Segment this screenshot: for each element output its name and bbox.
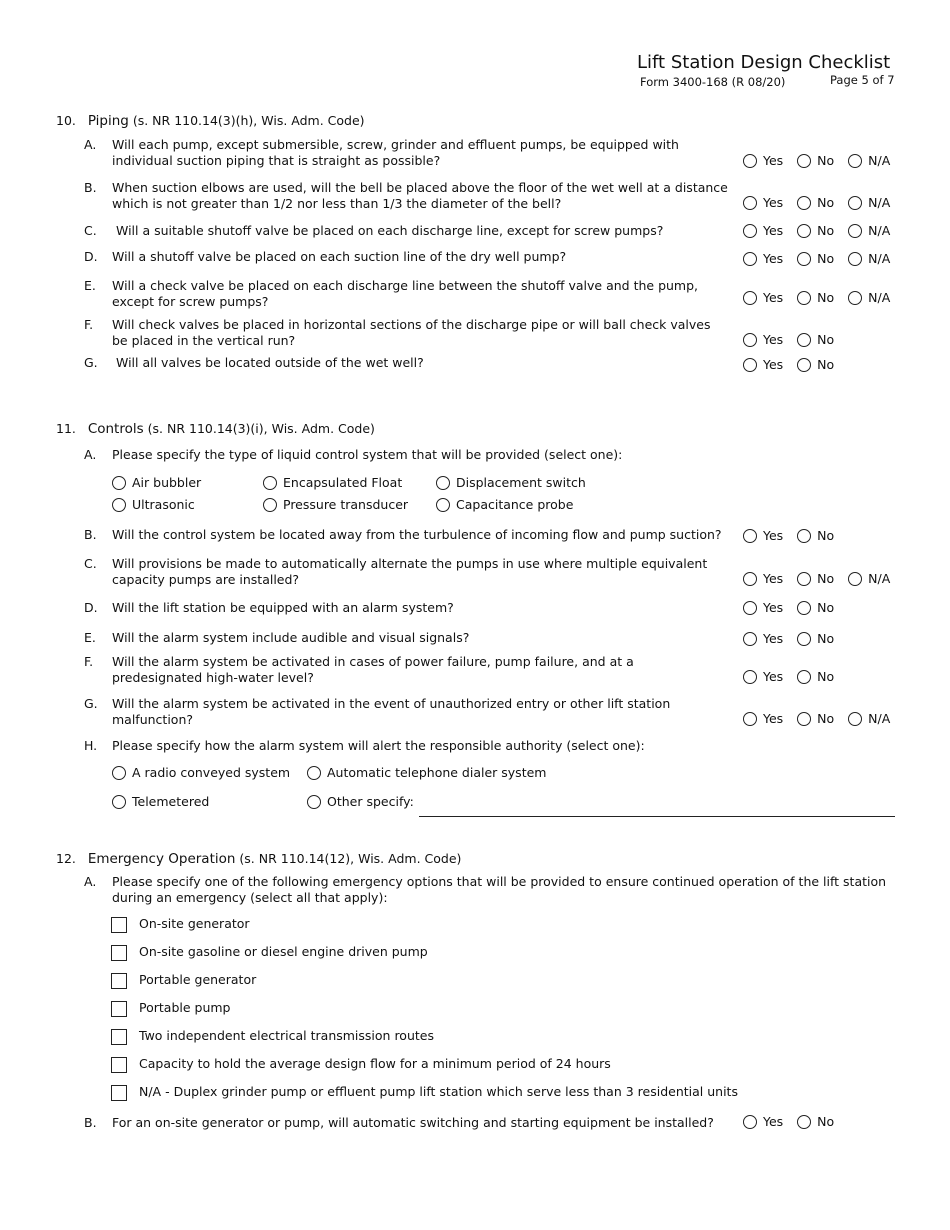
na-radio[interactable]: N/A (848, 290, 890, 305)
section-title: Controls (87, 421, 144, 437)
radio-icon (797, 572, 811, 586)
question-letter: A. (84, 137, 97, 152)
yes-no-na-group (743, 290, 890, 305)
question-text: Will a shutoff valve be placed on each suction line of the dry well pump? (112, 249, 567, 264)
radio-icon (743, 291, 757, 305)
yes-no-group (743, 669, 834, 684)
other-specify-field[interactable] (419, 816, 895, 817)
yes-radio[interactable]: Yes (743, 669, 783, 684)
emergency-option-label: N/A - Duplex grinder pump or effluent pump lift station which serve less than 3 residential units (139, 1084, 738, 1099)
na-radio[interactable]: N/A (848, 223, 890, 238)
radio-icon (743, 196, 757, 210)
question-letter: E. (84, 630, 96, 645)
yes-radio[interactable]: Yes (743, 1114, 783, 1129)
emergency-option-checkbox[interactable] (111, 1029, 127, 1045)
question-letter: C. (84, 556, 97, 571)
question-text: Will the lift station be equipped with an alarm system? (112, 600, 454, 615)
radio-icon (797, 529, 811, 543)
radio-icon (743, 572, 757, 586)
section-10-heading (56, 113, 365, 129)
na-radio[interactable]: N/A (848, 711, 890, 726)
question-text: Will the control system be located away from the turbulence of incoming flow and pump suction? (112, 527, 722, 542)
yes-no-na-group (743, 153, 890, 168)
yes-radio[interactable]: Yes (743, 357, 783, 372)
radio-icon (797, 252, 811, 266)
radio-icon (797, 333, 811, 347)
emergency-option-label: Two independent electrical transmission routes (139, 1028, 434, 1043)
no-radio[interactable]: No (797, 195, 834, 210)
alarm-method-option[interactable]: Telemetered (112, 794, 209, 809)
na-radio[interactable]: N/A (848, 571, 890, 586)
radio-icon (436, 498, 450, 512)
no-radio[interactable]: No (797, 600, 834, 615)
radio-icon (263, 476, 277, 490)
alarm-method-option[interactable]: Other specify: (307, 794, 414, 809)
radio-icon (797, 154, 811, 168)
question-text: Please specify the type of liquid control system that will be provided (select one): (112, 447, 623, 462)
yes-radio[interactable]: Yes (743, 153, 783, 168)
no-radio[interactable]: No (797, 290, 834, 305)
yes-no-group (743, 631, 834, 646)
radio-icon (743, 252, 757, 266)
control-type-option[interactable]: Air bubbler (112, 475, 201, 490)
yes-no-group (743, 357, 834, 372)
na-radio[interactable]: N/A (848, 195, 890, 210)
question-letter: A. (84, 447, 97, 462)
emergency-option-label: Portable generator (139, 972, 257, 987)
emergency-option-checkbox[interactable] (111, 945, 127, 961)
radio-icon (848, 572, 862, 586)
question-text: Will each pump, except submersible, screw, grinder and effluent pumps, be equipped with individual suction piping that is straight as possible? (112, 137, 679, 168)
page-title: Lift Station Design Checklist (637, 52, 891, 73)
question-letter: B. (84, 527, 97, 542)
emergency-option-checkbox[interactable] (111, 1057, 127, 1073)
yes-radio[interactable]: Yes (743, 251, 783, 266)
radio-icon (797, 291, 811, 305)
radio-icon (743, 333, 757, 347)
question-text: When suction elbows are used, will the bell be placed above the floor of the wet well at a distance which is not greater than 1/2 nor less than 1/3 the diameter of the bell? (112, 180, 728, 211)
no-radio[interactable]: No (797, 153, 834, 168)
radio-icon (743, 224, 757, 238)
section-number: 10. (56, 113, 76, 128)
yes-no-na-group (743, 571, 890, 586)
question-letter: F. (84, 654, 94, 669)
question-text: Will all valves be located outside of the wet well? (116, 355, 424, 370)
question-letter: H. (84, 738, 98, 753)
yes-no-na-group (743, 195, 890, 210)
section-reference: (s. NR 110.14(3)(i), Wis. Adm. Code) (147, 421, 375, 436)
question-text: Please specify how the alarm system will alert the responsible authority (select one): (112, 738, 645, 753)
control-type-option[interactable]: Pressure transducer (263, 497, 408, 512)
section-number: 12. (56, 851, 76, 866)
yes-radio[interactable]: Yes (743, 195, 783, 210)
question-letter: D. (84, 600, 98, 615)
emergency-option-label: Capacity to hold the average design flow for a minimum period of 24 hours (139, 1056, 611, 1071)
radio-icon (112, 795, 126, 809)
radio-icon (848, 196, 862, 210)
question-text: Will the alarm system include audible and visual signals? (112, 630, 470, 645)
alarm-method-option[interactable]: Automatic telephone dialer system (307, 765, 546, 780)
yes-no-na-group (743, 251, 890, 266)
yes-radio[interactable]: Yes (743, 332, 783, 347)
yes-no-group (743, 1114, 834, 1129)
radio-icon (112, 766, 126, 780)
yes-no-group (743, 600, 834, 615)
emergency-option-checkbox[interactable] (111, 917, 127, 933)
radio-icon (743, 601, 757, 615)
radio-icon (797, 224, 811, 238)
question-letter: F. (84, 317, 94, 332)
radio-icon (743, 670, 757, 684)
radio-icon (848, 291, 862, 305)
question-text: Will a suitable shutoff valve be placed on each discharge line, except for screw pumps? (116, 223, 664, 238)
no-radio[interactable]: No (797, 332, 834, 347)
emergency-option-checkbox[interactable] (111, 973, 127, 989)
yes-radio[interactable]: Yes (743, 631, 783, 646)
yes-radio[interactable]: Yes (743, 600, 783, 615)
question-text: Will provisions be made to automatically alternate the pumps in use where multiple equivalent capacity pumps are installed? (112, 556, 708, 587)
alarm-method-option[interactable]: A radio conveyed system (112, 765, 290, 780)
radio-icon (307, 795, 321, 809)
section-12-heading (56, 851, 461, 867)
radio-icon (797, 358, 811, 372)
no-radio[interactable]: No (797, 251, 834, 266)
question-letter: D. (84, 249, 98, 264)
form-number: Form 3400-168 (R 08/20) (640, 75, 786, 89)
yes-no-group (743, 528, 834, 543)
na-radio[interactable]: N/A (848, 153, 890, 168)
question-letter: C. (84, 223, 97, 238)
emergency-option-checkbox[interactable] (111, 1085, 127, 1101)
yes-no-group (743, 332, 834, 347)
no-radio[interactable]: No (797, 1114, 834, 1129)
control-type-option[interactable]: Ultrasonic (112, 497, 195, 512)
radio-icon (797, 670, 811, 684)
yes-no-na-group (743, 711, 890, 726)
question-letter: G. (84, 696, 98, 711)
no-radio[interactable]: No (797, 357, 834, 372)
section-reference: (s. NR 110.14(12), Wis. Adm. Code) (239, 851, 462, 866)
control-type-option[interactable]: Displacement switch (436, 475, 586, 490)
question-letter: A. (84, 874, 97, 889)
section-number: 11. (56, 421, 76, 436)
question-letter: G. (84, 355, 98, 370)
radio-icon (743, 529, 757, 543)
radio-icon (112, 476, 126, 490)
emergency-option-checkbox[interactable] (111, 1001, 127, 1017)
yes-radio[interactable]: Yes (743, 528, 783, 543)
radio-icon (743, 712, 757, 726)
question-letter: B. (84, 180, 97, 195)
radio-icon (848, 224, 862, 238)
no-radio[interactable]: No (797, 528, 834, 543)
na-radio[interactable]: N/A (848, 251, 890, 266)
radio-icon (797, 632, 811, 646)
control-type-option[interactable]: Encapsulated Float (263, 475, 402, 490)
radio-icon (797, 601, 811, 615)
yes-radio[interactable]: Yes (743, 223, 783, 238)
section-title: Emergency Operation (87, 851, 236, 867)
question-text: Will the alarm system be activated in the event of unauthorized entry or other lift station malfunction? (112, 696, 671, 727)
yes-radio[interactable]: Yes (743, 290, 783, 305)
radio-icon (112, 498, 126, 512)
radio-icon (848, 154, 862, 168)
section-reference: (s. NR 110.14(3)(h), Wis. Adm. Code) (132, 113, 365, 128)
no-radio[interactable]: No (797, 631, 834, 646)
emergency-option-label: On-site gasoline or diesel engine driven pump (139, 944, 428, 959)
no-radio[interactable]: No (797, 711, 834, 726)
control-type-option[interactable]: Capacitance probe (436, 497, 573, 512)
question-text: Will a check valve be placed on each discharge line between the shutoff valve and the pump, except for screw pumps? (112, 278, 699, 309)
emergency-option-label: Portable pump (139, 1000, 231, 1015)
radio-icon (743, 358, 757, 372)
question-text: For an on-site generator or pump, will automatic switching and starting equipment be installed? (112, 1115, 714, 1130)
radio-icon (797, 1115, 811, 1129)
radio-icon (436, 476, 450, 490)
radio-icon (743, 154, 757, 168)
radio-icon (307, 766, 321, 780)
question-letter: B. (84, 1115, 97, 1130)
question-text: Will the alarm system be activated in cases of power failure, pump failure, and at a predesignated high-water level? (112, 654, 634, 685)
question-text: Will check valves be placed in horizontal sections of the discharge pipe or will ball check valves be placed in the vertical run? (112, 317, 711, 348)
emergency-option-label: On-site generator (139, 916, 250, 931)
page-number: Page 5 of 7 (830, 73, 895, 87)
question-letter: E. (84, 278, 96, 293)
radio-icon (848, 252, 862, 266)
question-text: Please specify one of the following emergency options that will be provided to ensure continued operation of the lift station during an emergency (select all that apply): (112, 874, 887, 905)
yes-no-na-group (743, 223, 890, 238)
radio-icon (263, 498, 277, 512)
radio-icon (797, 712, 811, 726)
yes-radio[interactable]: Yes (743, 571, 783, 586)
radio-icon (848, 712, 862, 726)
section-11-heading (56, 421, 375, 437)
section-title: Piping (87, 113, 129, 129)
radio-icon (743, 1115, 757, 1129)
radio-icon (743, 632, 757, 646)
no-radio[interactable]: No (797, 669, 834, 684)
yes-radio[interactable]: Yes (743, 711, 783, 726)
radio-icon (797, 196, 811, 210)
no-radio[interactable]: No (797, 571, 834, 586)
no-radio[interactable]: No (797, 223, 834, 238)
